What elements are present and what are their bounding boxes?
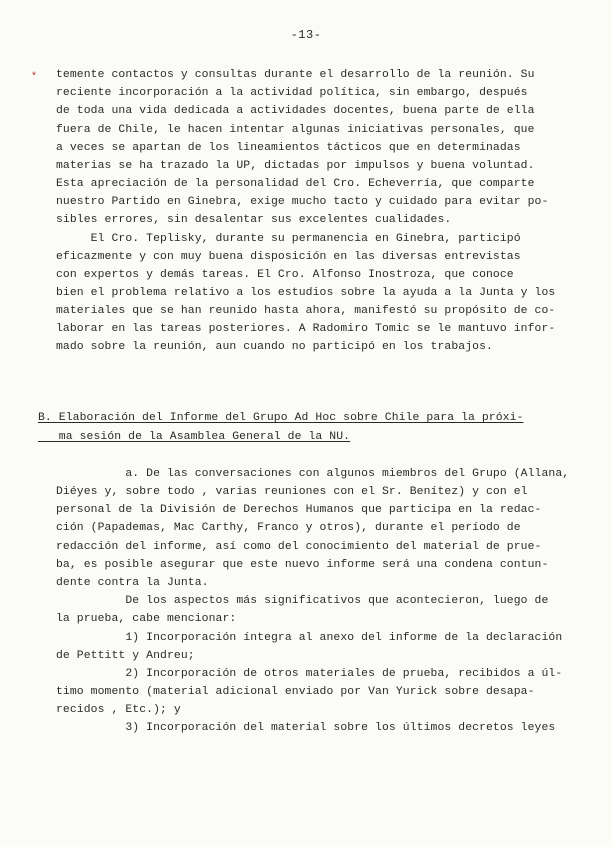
text-line: materias se ha trazado la UP, dictadas por impulsos y buena voluntad.: [56, 160, 535, 172]
text-line: a veces se apartan de los lineamientos tácticos que en determinadas: [56, 142, 521, 154]
text-line: fuera de Chile, le hacen intentar algunas iniciativas personales, que: [56, 124, 535, 136]
text-line: con expertos y demás tareas. El Cro. Alfonso Inostroza, que conoce: [56, 269, 514, 281]
text-line: bien el problema relativo a los estudios sobre la ayuda a la Junta y los: [56, 287, 556, 299]
heading-line: B. Elaboración del Informe del Grupo Ad Hoc sobre Chile para la próxi-: [38, 412, 524, 424]
text-line: De los aspectos más significativos que acontecieron, luego de: [56, 595, 549, 607]
text-line: timo momento (material adicional enviado por Van Yurick sobre desapa-: [56, 686, 535, 698]
text-line: dente contra la Junta.: [56, 577, 209, 589]
text-line: a. De las conversaciones con algunos miembros del Grupo (Allana,: [56, 468, 570, 480]
text-line: nuestro Partido en Ginebra, exige mucho tacto y cuidado para evitar po-: [56, 196, 549, 208]
text-line: Esta apreciación de la personalidad del Cro. Echeverría, que comparte: [56, 178, 535, 190]
text-line: eficazmente y con muy buena disposición en las diversas entrevistas: [56, 251, 521, 263]
margin-mark: *: [31, 72, 38, 83]
text-line: Diéyes y, sobre todo , varias reuniones con el Sr. Benítez) y con el: [56, 486, 528, 498]
text-line: reciente incorporación a la actividad política, sin embargo, después: [56, 87, 528, 99]
text-line: El Cro. Teplisky, durante su permanencia en Ginebra, participó: [56, 233, 521, 245]
list-item: 1) Incorporación íntegra al anexo del informe de la declaración: [56, 632, 563, 644]
text-line: materiales que se han reunido hasta ahora, manifestó su propósito de co-: [56, 305, 556, 317]
text-line: personal de la División de Derechos Humanos que participa en la redac-: [56, 504, 542, 516]
text-line: de Pettitt y Andreu;: [56, 650, 195, 662]
text-line: mado sobre la reunión, aun cuando no participó en los trabajos.: [56, 341, 493, 353]
page-number: -13-: [290, 28, 322, 42]
text-line: sibles errores, sin desalentar sus excelentes cualidades.: [56, 214, 452, 226]
text-line: redacción del informe, así como del conocimiento del material de prue-: [56, 541, 542, 553]
text-line: ción (Papademas, Mac Carthy, Franco y otros), durante el período de: [56, 522, 521, 534]
text-line: temente contactos y consultas durante el desarrollo de la reunión. Su: [56, 69, 535, 81]
list-item: 2) Incorporación de otros materiales de prueba, recibidos a úl-: [56, 668, 563, 680]
list-item: 3) Incorporación del material sobre los últimos decretos leyes: [56, 722, 556, 734]
text-line: la prueba, cabe mencionar:: [56, 613, 237, 625]
text-line: laborar en las tareas posteriores. A Radomiro Tomic se le mantuvo infor-: [56, 323, 556, 335]
text-line: recidos , Etc.); y: [56, 704, 181, 716]
text-line: ba, es posible asegurar que este nuevo informe será una condena contun-: [56, 559, 549, 571]
heading-line: ma sesión de la Asamblea General de la NU.: [38, 431, 351, 443]
text-line: de toda una vida dedicada a actividades docentes, buena parte de ella: [56, 105, 535, 117]
